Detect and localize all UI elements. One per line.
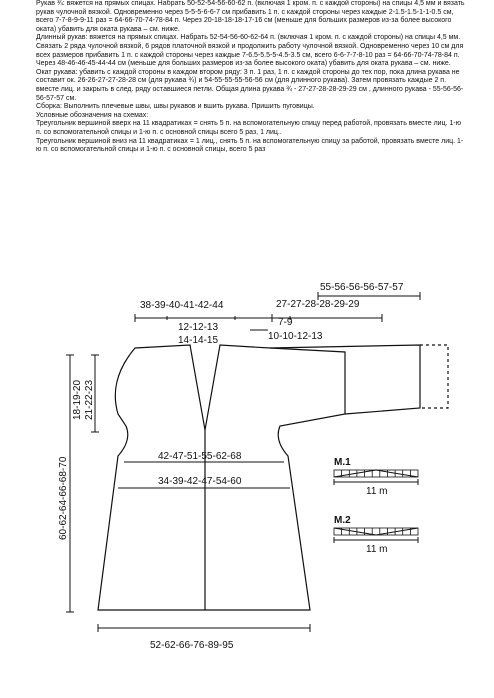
neck-bottom-label: 14-14-15 <box>178 335 219 346</box>
chart1-width-line <box>334 479 418 485</box>
legend-title: Условные обозначения на схемах: <box>36 111 149 119</box>
back-shoulder-width-label: 38-39-40-41-42-44 <box>140 300 224 311</box>
chart1-label: M.1 <box>334 457 351 468</box>
legend-down-paragraph: Треугольник вершиной вниз на 11 квадратиках = 1 лиц., снять 5 п. на вспомогательную спицу за работой, провязать вместе лиц. 1-ю п. со вспомогательной спицы и 1-ю п. с основной спицы, всего 5 раз <box>36 137 464 154</box>
chest-upper-label: 42-47-51-55-62-68 <box>158 451 242 462</box>
sleeve-cap-paragraph: Окат рукава: убавить с каждой стороны в каждом втором ряду: 3 п. 1 раз, 1 п. с каждой стороны до тех пор, пока длина рукава не составит ок. 26-26-27-27-28-28 см (для рукава ¾) и 54-55-55-55-56-56 см (для длинного рукава). Затем провязать каждые 2 п. вместе лиц. и закрыть в след. ряду оставшиеся петли. Общая длина рукава ¾ - 27-27-28-28-29-29 см , длинного рукава - 55-56-56-56-57-57 см. <box>36 68 464 102</box>
shoulder-narrow-label: 10-10-12-13 <box>268 331 323 342</box>
shoulder-width-label: 27-27-28-28-29-29 <box>276 299 360 310</box>
hem-dimension-line <box>98 624 310 632</box>
sleeve-long-paragraph: Длинный рукав: вяжется на прямых спицах. Набрать 52-54-56-60-62-64 п. (включая 1 кром. п. с каждой стороны) на спицы 4,5 мм. Связать 2 ряда чулочной вязкой, 6 рядов платочной вязкой и продолжить работу чулочной вязкой. Одновременно через 10 см для всех размеров прибавить 1 п. с каждой стороны через каждые 7-6.5-5.5-5-4.5-3.5 см, всего 6-6-7-7-8-10 раз = 64-66-70-74-78-84 п. Через 48-46-46-45-44-44 см (меньше для больших размеров из-за более высокого оката) убавить для оката рукава – см. ниже. <box>36 34 464 68</box>
chart2-label: M.2 <box>334 515 351 526</box>
hem-width-label: 52-62-66-76-89-95 <box>150 640 234 651</box>
armhole-top-label: 18-19-20 <box>72 379 83 420</box>
chart1-width-label: 11 m <box>366 486 388 497</box>
shoulder-dimension-line <box>135 314 382 322</box>
chart2-width-label: 11 m <box>366 544 388 555</box>
garment-outline <box>98 345 448 610</box>
neck-depth-label: 7-9 <box>278 317 293 328</box>
chart2-width-line <box>334 537 418 543</box>
armhole-bottom-label: 21-22-23 <box>84 379 95 420</box>
chart2-grid <box>334 528 418 535</box>
chest-lower-label: 34-39-42-47-54-60 <box>158 476 242 487</box>
chart1-grid <box>334 470 418 477</box>
sleeve-length-label: 55-56-56-56-57-57 <box>320 282 404 293</box>
neck-top-label: 12-12-13 <box>178 322 219 333</box>
assembly-paragraph: Сборка: Выполнить плечевые швы, швы рукавов и вшить рукава. Пришить пуговицы. <box>36 103 315 111</box>
total-length-label: 60-62-64-66-68-70 <box>58 456 69 540</box>
sleeve-34-paragraph: Рукав ¾: вяжется на прямых спицах. Набрать 50-52-54-56-60-62 п. (включая 1 кром. п. с каждой стороны) на спицы 4,5 мм и вязать рукав чулочной вязкой. Одновременно через 5-5-5-6-6-7 см прибавить 1 п. с каждой стороны через каждые 2-1.5-1.5-1-1-0.5 см, всего 7-7-8-9-9-11 раз = 64-66-70-74-78-84 п. Через 20-18-18-18-17-16 см (меньше для больших размеров из-за более высокого оката) убавить для оката рукава – см. ниже. <box>36 0 465 33</box>
legend-up-paragraph: Треугольник вершиной вверх на 11 квадратиках = снять 5 п. на вспомогательную спицу перед работой, провязать вместе лиц. 1-ю п. со вспомогательной спицы и 1-ю п. с основной спицы всего 5 раз, 1 лиц.. <box>36 120 461 136</box>
